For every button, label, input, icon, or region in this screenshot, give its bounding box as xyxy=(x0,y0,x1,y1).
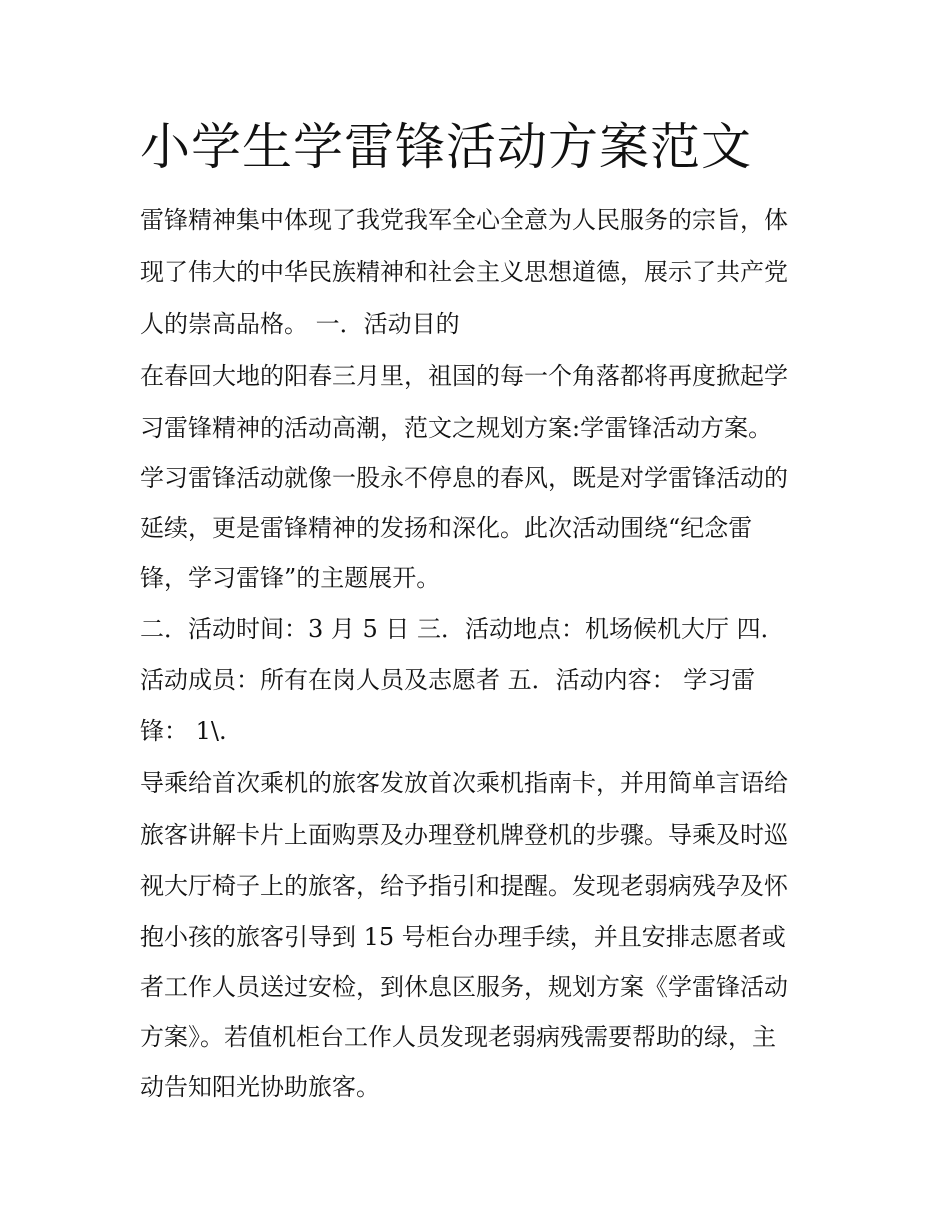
body-line: 视大厅椅子上的旅客，给予指引和提醒。发现老弱病残孕及怀 xyxy=(140,872,788,900)
body-line: 旅客讲解卡片上面购票及办理登机牌登机的步骤。导乘及时巡 xyxy=(140,821,788,849)
body-line: 锋： 1\. xyxy=(140,717,227,745)
body-line: 者工作人员送过安检，到休息区服务，规划方案《学雷锋活动 xyxy=(140,973,788,1001)
body-line: 二．活动时间：3 月 5 日 三．活动地点：机场候机大厅 四． xyxy=(140,615,785,643)
body-line: 动告知阳光协助旅客。 xyxy=(140,1073,380,1101)
body-line: 活动成员：所有在岗人员及志愿者 五．活动内容： 学习雷 xyxy=(140,666,756,694)
body-line: 方案》。若值机柜台工作人员发现老弱病残需要帮助的绿，主 xyxy=(140,1023,776,1051)
body-line: 锋，学习雷锋”的主题展开。 xyxy=(140,564,441,592)
body-line: 抱小孩的旅客引导到 15 号柜台办理手续，并且安排志愿者或 xyxy=(140,923,786,951)
body-line: 习雷锋精神的活动高潮，范文之规划方案:学雷锋活动方案。 xyxy=(140,414,773,442)
body-line: 学习雷锋活动就像一股永不停息的春风，既是对学雷锋活动的 xyxy=(140,464,788,492)
body-line: 雷锋精神集中体现了我党我军全心全意为人民服务的宗旨，体 xyxy=(140,206,788,234)
body-line: 现了伟大的中华民族精神和社会主义思想道德，展示了共产党 xyxy=(140,258,788,286)
body-line: 延续，更是雷锋精神的发扬和深化。此次活动围绕“纪念雷 xyxy=(140,514,753,542)
body-line: 导乘给首次乘机的旅客发放首次乘机指南卡，并用简单言语给 xyxy=(140,769,788,797)
document-title: 小学生学雷锋活动方案范文 xyxy=(140,118,752,176)
body-line: 人的崇高品格。 一．活动目的 xyxy=(140,310,460,338)
body-line: 在春回大地的阳春三月里，祖国的每一个角落都将再度掀起学 xyxy=(140,362,788,390)
